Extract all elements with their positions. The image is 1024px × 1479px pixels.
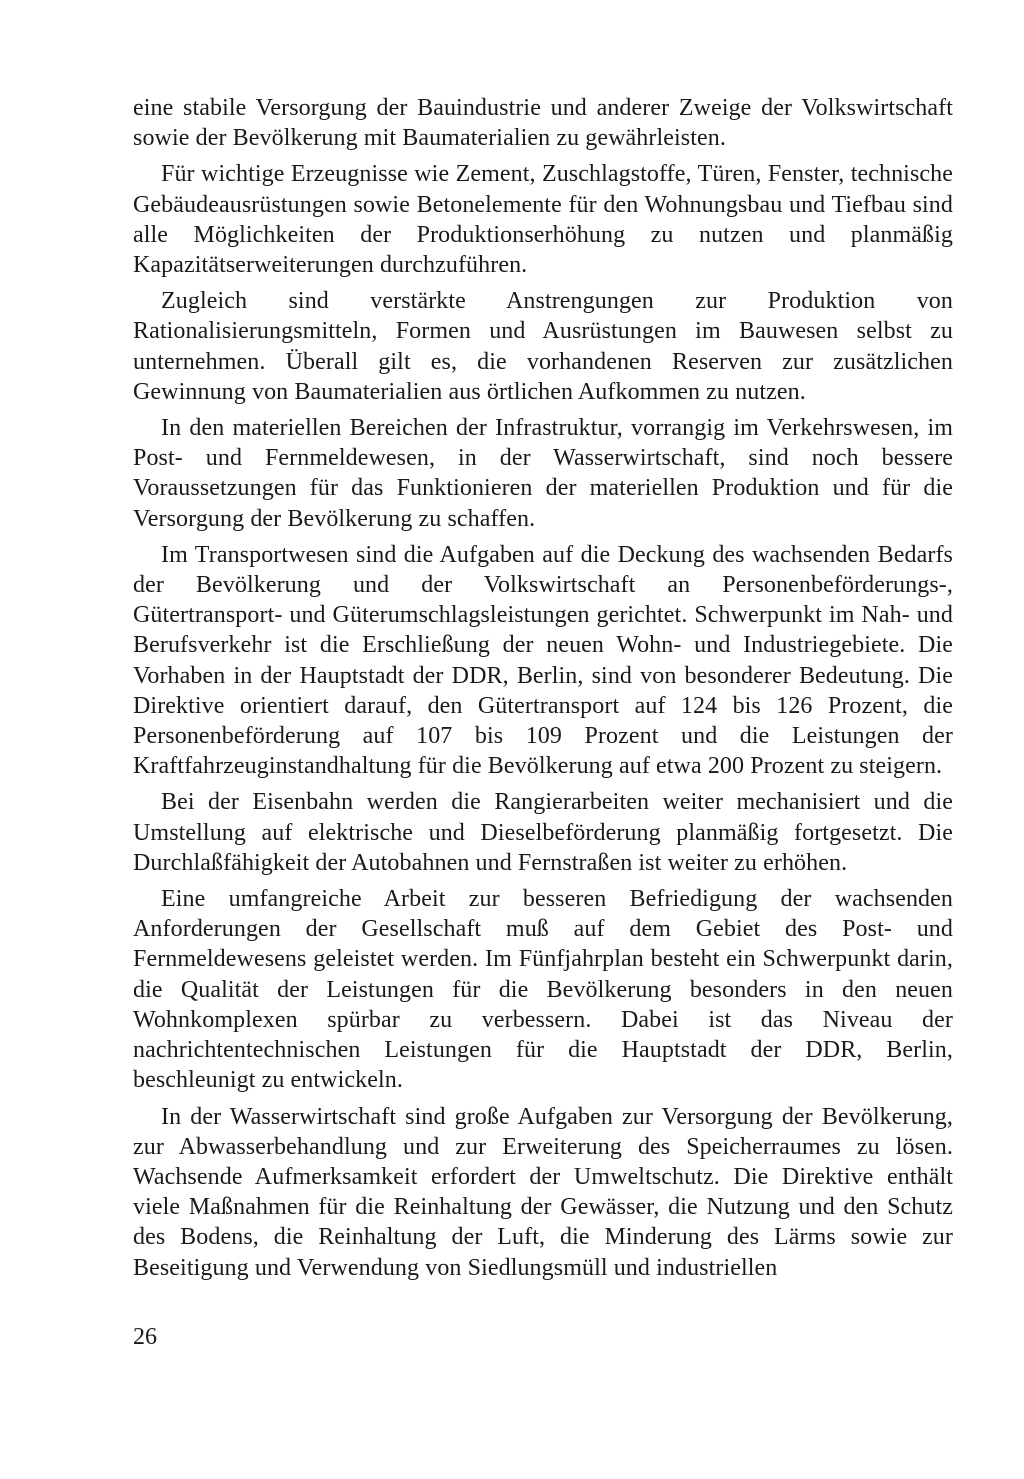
paragraph-2: Für wichtige Erzeugnisse wie Zement, Zuschlagstoffe, Türen, Fenster, technische Gebäudeausrüstungen sowie Betonelemente für den Wohnungsbau und Tiefbau sind alle Möglichkeiten der Produktionserhöhung zu nutzen und planmäßig Kapazitätserweiterungen durchzuführen. bbox=[133, 161, 953, 279]
paragraph-3: Zugleich sind verstärkte Anstrengungen zur Produktion von Rationalisierungsmitteln, Formen und Ausrüstungen im Bauwesen selbst zu unternehmen. Überall gilt es, die vorhandenen Reserven zur zusätzlichen Gewinnung von Baumaterialien aus örtlichen Aufkommen zu nutzen. bbox=[133, 288, 953, 405]
paragraph-6: Bei der Eisenbahn werden die Rangierarbeiten weiter mechanisiert und die Umstellung auf elektrische und Dieselbeförderung planmäßig fortgesetzt. Die Durchlaßfähigkeit der Autobahnen und Fernstraßen ist weiter zu erhöhen. bbox=[133, 789, 953, 876]
paragraph-8: In der Wasserwirtschaft sind große Aufgaben zur Versorgung der Bevölkerung, zur Abwasserbehandlung und zur Erweiterung des Speicherraumes zu lösen. Wachsende Aufmerksamkeit erfordert der Umweltschutz. Die Direktive enthält viele Maßnahmen für die Reinhaltung der Gewässer, die Nutzung und den Schutz des Bodens, die Reinhaltung der Luft, die Minderung des Lärms sowie zur Beseitigung und Verwendung von Siedlungsmüll und industriellen bbox=[133, 1103, 953, 1281]
paragraph-5: Im Transportwesen sind die Aufgaben auf die Deckung des wachsenden Bedarfs der Bevölkerung und der Volkswirtschaft an Personenbeförderungs-, Gütertransport- und Güterumschlagsleistungen gerichtet. Schwerpunkt im Nah- und Berufsverkehr ist die Erschließung der neuen Wohn- und Industriegebiete. Die Vorhaben in der Hauptstadt der DDR, Berlin, sind von besonderer Bedeutung. Die Direktive orientiert darauf, den Gütertransport auf 124 bis 126 Prozent, die Personenbeförderung auf 107 bis 109 Prozent und die Leistungen der Kraftfahrzeuginstandhaltung für die Bevölkerung auf etwa 200 Prozent zu steigern. bbox=[133, 541, 953, 780]
paragraph-7: Eine umfangreiche Arbeit zur besseren Befriedigung der wachsenden Anforderungen der Gesellschaft muß auf dem Gebiet des Post- und Fernmeldewesens geleistet werden. Im Fünfjahrplan besteht ein Schwerpunkt darin, die Qualität der Leistungen für die Bevölkerung besonders in den neuen Wohnkomplexen spürbar zu verbessern. Dabei ist das Niveau der nachrichtentechnischen Leistungen für die Hauptstadt der DDR, Berlin, beschleunigt zu entwickeln. bbox=[133, 886, 953, 1094]
page-number: 26 bbox=[133, 1324, 157, 1350]
body-text bbox=[133, 93, 953, 1283]
paragraph-4: In den materiellen Bereichen der Infrastruktur, vorrangig im Verkehrswesen, im Post- und Fernmeldewesen, in der Wasserwirtschaft, sind noch bessere Voraussetzungen für das Funktionieren der materiellen Produktion und für die Versorgung der Bevölkerung zu schaffen. bbox=[133, 415, 953, 532]
paragraph-1: eine stabile Versorgung der Bauindustrie und anderer Zweige der Volkswirtschaft sowie der Bevölkerung mit Baumaterialien zu gewährleisten. bbox=[133, 95, 953, 152]
